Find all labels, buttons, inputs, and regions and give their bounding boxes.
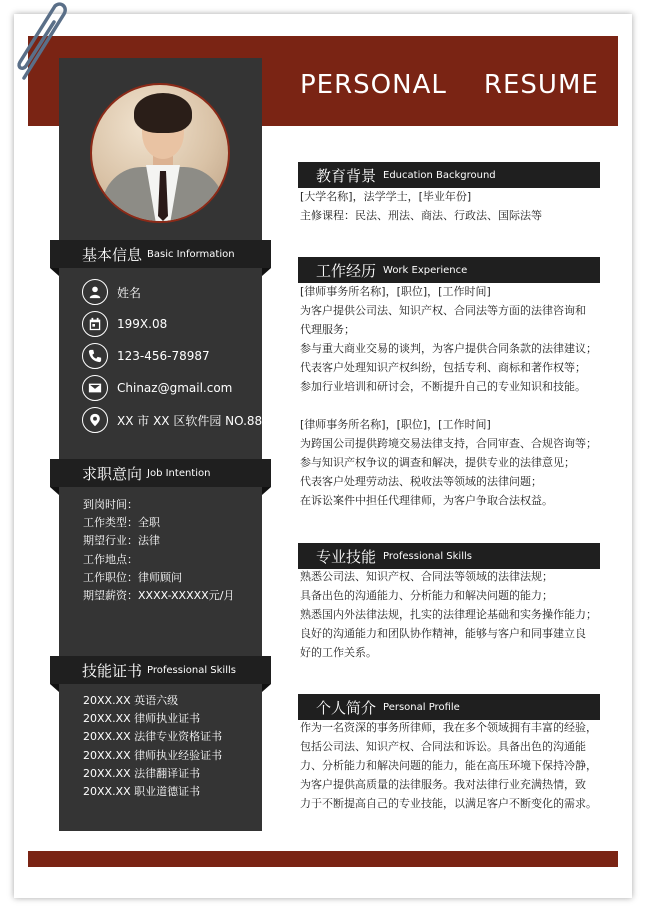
basic-info-header bbox=[50, 240, 271, 268]
phone-icon bbox=[82, 343, 108, 369]
education-title-en: Education Background bbox=[383, 169, 496, 181]
profile-header bbox=[298, 694, 600, 720]
info-birth-text: 199X.08 bbox=[117, 317, 168, 331]
work-text-1 bbox=[300, 282, 600, 396]
profile-text bbox=[300, 718, 600, 813]
text-line: 为跨国公司提供跨境交易法律支持，合同审查、合规咨询等； bbox=[300, 437, 597, 450]
text-line: [大学名称]，法学学士，[毕业年份] bbox=[300, 190, 472, 203]
text-line: 熟悉国内外法律法规，扎实的法律理论基础和实务操作能力； bbox=[300, 608, 597, 621]
job-intention-header bbox=[50, 459, 271, 487]
info-birth bbox=[82, 311, 167, 337]
info-name bbox=[82, 279, 141, 305]
text-line: 具备出色的沟通能力、分析能力和解决问题的能力； bbox=[300, 589, 553, 602]
skills-title-cn: 专业技能 bbox=[316, 547, 377, 566]
resume-title: PERSONAL RESUME bbox=[300, 70, 599, 100]
mail-icon bbox=[82, 375, 108, 401]
text-line: 为客户提供公司法、知识产权、合同法等方面的法律咨询和 bbox=[300, 304, 586, 317]
calendar-icon bbox=[82, 311, 108, 337]
text-line: 代理服务； bbox=[300, 323, 355, 336]
list-item: 20XX.XX 律师执业经验证书 bbox=[83, 748, 223, 762]
profile-title-en: Personal Profile bbox=[383, 701, 460, 713]
text-line: 参加行业培训和研讨会，不断提升自己的专业知识和技能。 bbox=[300, 380, 586, 393]
text-line: 代表客户处理知识产权纠纷，包括专利、商标和著作权等； bbox=[300, 361, 586, 374]
certificates-title-en: Professional Skills bbox=[147, 664, 236, 676]
info-phone bbox=[82, 343, 210, 369]
text-line: [律师事务所名称]，[职位]，[工作时间] bbox=[300, 418, 491, 431]
basic-info-title-cn: 基本信息 bbox=[82, 245, 143, 264]
info-address-text: XX 市 XX 区软件园 NO.88 bbox=[117, 413, 263, 428]
work-text-2 bbox=[300, 415, 600, 510]
certificates-header bbox=[50, 656, 271, 684]
basic-info-title-en: Basic Information bbox=[147, 248, 235, 260]
skills-title-en: Professional Skills bbox=[383, 550, 472, 562]
info-name-text: 姓名 bbox=[117, 285, 142, 300]
profile-photo bbox=[90, 83, 230, 223]
list-item: 工作地点： bbox=[83, 552, 138, 566]
job-intention-list bbox=[83, 496, 234, 605]
text-line: 代表客户处理劳动法、税收法等领域的法律问题； bbox=[300, 475, 542, 488]
list-item: 工作类型：全职 bbox=[83, 516, 160, 530]
education-text bbox=[300, 187, 600, 225]
certificates-list bbox=[83, 692, 222, 801]
job-intention-title-en: Job Intention bbox=[147, 467, 211, 479]
text-line: 熟悉公司法、知识产权、合同法等领域的法律法规； bbox=[300, 570, 553, 583]
info-email-text: Chinaz@gmail.com bbox=[117, 381, 233, 395]
text-line: 良好的沟通能力和团队协作精神，能够与客户和同事建立良 bbox=[300, 627, 586, 640]
list-item: 工作职位：律师顾问 bbox=[83, 570, 182, 584]
person-icon bbox=[82, 279, 108, 305]
list-item: 20XX.XX 职业道德证书 bbox=[83, 785, 201, 799]
work-header bbox=[298, 257, 600, 283]
skills-header bbox=[298, 543, 600, 569]
text-line: 为客户提供高质量的法律服务。我对法律行业充满热情，致 bbox=[300, 778, 586, 791]
info-email bbox=[82, 375, 232, 401]
text-line: 好的工作关系。 bbox=[300, 646, 377, 659]
location-icon bbox=[82, 407, 108, 433]
list-item: 期望行业：法律 bbox=[83, 534, 160, 548]
list-item: 20XX.XX 法律专业资格证书 bbox=[83, 730, 223, 744]
list-item: 20XX.XX 英语六级 bbox=[83, 694, 179, 707]
list-item: 20XX.XX 法律翻译证书 bbox=[83, 766, 201, 780]
info-address bbox=[82, 407, 262, 433]
education-header bbox=[298, 162, 600, 188]
text-line: 力、分析能力和解决问题的能力，能在高压环境下保持冷静， bbox=[300, 759, 597, 772]
text-line: 包括公司法、知识产权、合同法和诉讼。具备出色的沟通能 bbox=[300, 740, 586, 753]
education-title-cn: 教育背景 bbox=[316, 166, 377, 185]
list-item: 20XX.XX 律师执业证书 bbox=[83, 712, 201, 726]
job-intention-title-cn: 求职意向 bbox=[82, 464, 143, 483]
list-item: 到岗时间： bbox=[83, 498, 138, 511]
certificates-title-cn: 技能证书 bbox=[82, 661, 143, 680]
work-title-en: Work Experience bbox=[383, 264, 468, 276]
text-line: 参与重大商业交易的谈判，为客户提供合同条款的法律建议； bbox=[300, 342, 597, 355]
info-phone-text: 123-456-78987 bbox=[117, 349, 210, 363]
profile-title-cn: 个人简介 bbox=[316, 698, 377, 717]
text-line: 参与知识产权争议的调查和解决，提供专业的法律意见； bbox=[300, 456, 575, 469]
list-item: 期望薪资：XXXX-XXXXX元/月 bbox=[83, 589, 235, 603]
text-line: [律师事务所名称]，[职位]，[工作时间] bbox=[300, 285, 491, 298]
text-line: 主修课程：民法、刑法、商法、行政法、国际法等 bbox=[300, 209, 542, 222]
work-title-cn: 工作经历 bbox=[316, 261, 377, 280]
text-line: 作为一名资深的事务所律师，我在多个领域拥有丰富的经验， bbox=[300, 721, 597, 734]
text-line: 在诉讼案件中担任代理律师，为客户争取合法权益。 bbox=[300, 494, 553, 507]
skills-text bbox=[300, 567, 600, 662]
text-line: 力于不断提高自己的专业技能，以满足客户不断变化的需求。 bbox=[300, 797, 597, 810]
bottom-accent-band bbox=[28, 851, 618, 867]
